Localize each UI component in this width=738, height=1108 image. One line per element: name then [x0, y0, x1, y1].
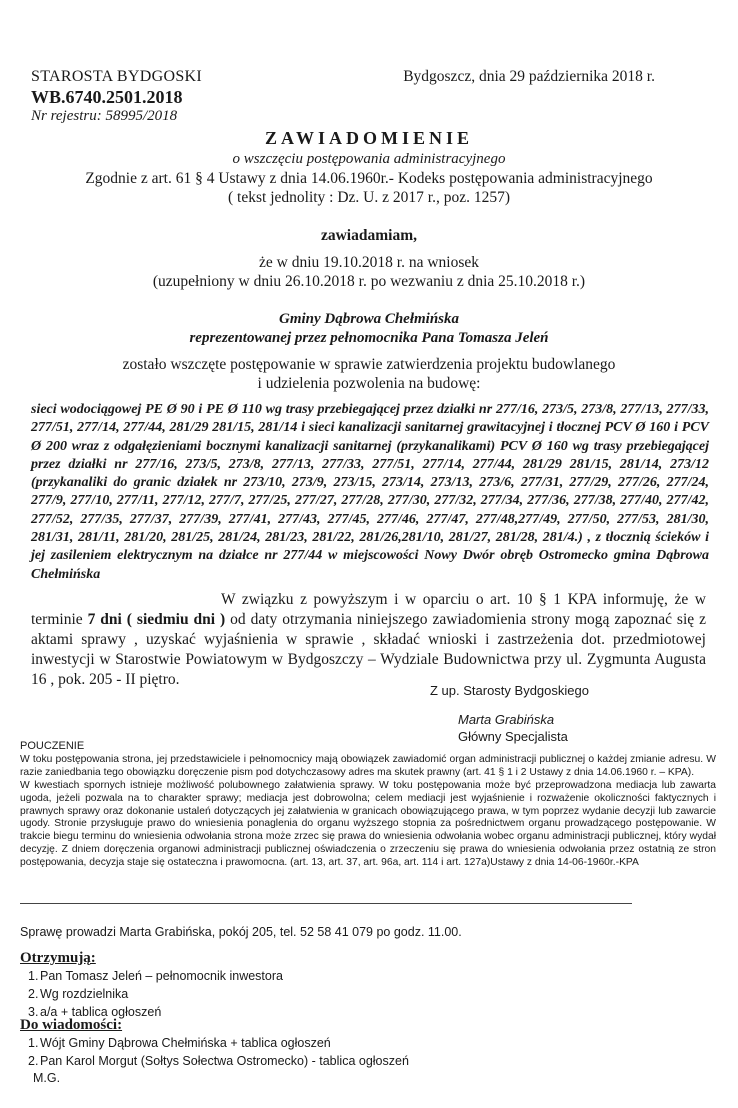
signature-position: Główny Specjalista [458, 729, 568, 744]
case-number: WB.6740.2501.2018 [31, 87, 183, 107]
proceeding-line-1: zostało wszczęte postępowanie w sprawie zatwierdzenia projektu budowlanego [122, 356, 616, 373]
notify-heading: zawiadamiam, [320, 227, 417, 244]
request-date-line: że w dniu 19.10.2018 r. na wniosek [259, 254, 479, 271]
info-text-part-2: od daty otrzymania niniejszego zawiadomienia strony mogą zapoznać się z aktami sprawy , uzyskać wyjaśnienia w sprawie , składać wnioski i zastrzeżenia dot. przedmiotowej inwestycji w Starostwie Powiatowym w Bydgoszczy – Wydziale Budownictwa przy ul. Zygmunta Augusta 16 , pok. 205 - II piętro. [31, 611, 706, 688]
information-paragraph [31, 590, 706, 690]
place-date: Bydgoszcz, dnia 29 października 2018 r. [403, 68, 655, 85]
list-item-text: Pan Karol Morgut (Sołtys Sołectwa Ostromecko) - tablica ogłoszeń [40, 1054, 409, 1068]
author-initials: M.G. [33, 1071, 61, 1085]
list-item-number: 1. [28, 1036, 39, 1050]
info-days: 7 dni ( siedmiu dni ) [87, 611, 226, 628]
issuer-office: STAROSTA BYDGOSKI [31, 68, 203, 85]
list-item [0, 1052, 600, 1070]
case-handler-line: Sprawę prowadzi Marta Grabińska, pokój 205, tel. 52 58 41 079 po godz. 11.00. [20, 925, 462, 939]
issuer-block [31, 68, 202, 125]
applicant-name: Gminy Dąbrowa Chełmińska [278, 311, 460, 327]
signature-name: Marta Grabińska [458, 712, 555, 727]
list-item-number: 3. [28, 1005, 39, 1019]
for-information-heading: Do wiadomości: [20, 1017, 123, 1033]
list-item-text: a/a + tablica ogłoszeń [40, 1005, 162, 1019]
instruction-block [20, 740, 716, 870]
list-item-text: Pan Tomasz Jeleń – pełnomocnik inwestora [40, 969, 283, 983]
list-item-number: 2. [28, 987, 39, 1001]
list-item-number: 2. [28, 1054, 39, 1068]
document-subtitle: o wszczęciu postępowania administracyjnego [232, 151, 506, 167]
instruction-paragraph-1: W toku postępowania strona, jej przedstawiciele i pełnomocnicy mają obowiązek zawiadomić organ administracji publicznej o każdej zmianie adresu. W razie zaniedbania tego obowiązku doręczenie pism pod dotychczasowy adres ma skutek prawny (art. 41 § 1 i 2 Ustawy z dnia 14.06.1960 r. – KPA). [20, 753, 716, 778]
list-item-number: 1. [28, 969, 39, 983]
legal-basis-source: ( tekst jednolity : Dz. U. z 2017 r., poz. 1257) [228, 189, 510, 206]
list-item-text: Wg rozdzielnika [40, 987, 129, 1001]
investment-description: sieci wodociągowej PE Ø 90 i PE Ø 110 wg trasy przebiegającej przez działki nr 277/16, 273/5, 273/8, 277/13, 277/33, 277/51, 277/14, 277/44, 281/29 281/15, 281/14 i sieci kanalizacji sanitarnej grawitacyjnej i tłocznej PCV Ø 160 i PCV Ø 200 wraz z odgałęzieniami bocznymi kanalizacji sanitarnej (przykanalikami) PCV Ø 160 wg trasy przebiegającej przez działki nr 277/16, 273/5, 273/8, 277/13, 277/33, 277/51, 277/14, 277/44, 281/29 281/15, 281/14, 273/12 (przykanaliki do granic działek nr 273/10, 273/9, 273/15, 273/14, 273/13, 273/6, 277/31, 277/29, 277/26, 277/24, 277/9, 277/10, 277/11, 277/12, 277/7, 277/25, 277/27, 277/28, 277/30, 277/32, 277/34, 277/36, 277/38, 277/40, 277/42, 277/52, 277/35, 277/37, 277/39, 277/41, 277/43, 277/45, 277/46, 277/47, 277/48,277/49, 277/50, 277/53, 281/30, 281/31, 281/11, 281/20, 281/25, 281/24, 281/23, 281/22, 281/26,281/10, 281/27, 281/28, 281/4.) , z tłocznią ścieków i jej zasileniem elektrycznym na działce nr 277/44 w miejscowości Nowy Dwór obręb Ostromecko gmina Dąbrowa Chełmińska [31, 402, 709, 582]
list-item [0, 967, 500, 985]
representative-line: reprezentowanej przez pełnomocnika Pana Tomasza Jeleń [189, 330, 549, 346]
for-information-list [0, 1034, 600, 1070]
proceeding-line-2: i udzielenia pozwolenia na budowę: [257, 375, 481, 392]
recipients-heading: Otrzymują: [20, 950, 96, 966]
info-text-part-1: W związku z powyższym i w oparciu o art. 10 § 1 KPA informuję, że w terminie [31, 591, 706, 628]
list-item-text: Wójt Gminy Dąbrowa Chełmińska + tablica ogłoszeń [40, 1036, 331, 1050]
divider-line [20, 903, 632, 904]
list-item [0, 985, 500, 1003]
registry-number: Nr rejestru: 58995/2018 [31, 108, 178, 124]
supplement-line: (uzupełniony w dniu 26.10.2018 r. po wezwaniu z dnia 25.10.2018 r.) [152, 273, 586, 290]
instruction-heading: POUCZENIE [20, 740, 85, 752]
signature-on-behalf: Z up. Starosty Bydgoskiego [430, 683, 589, 698]
document-title: ZAWIADOMIENIE [264, 128, 474, 148]
recipients-list [0, 967, 500, 1021]
legal-basis-line: Zgodnie z art. 61 § 4 Ustawy z dnia 14.06.1960r.- Kodeks postępowania administracyjnego [85, 170, 653, 187]
instruction-paragraph-2: W kwestiach spornych istnieje możliwość polubownego załatwienia sprawy. W toku postępowania może być przeprowadzona mediacja lub zawarta ugoda, jeżeli pozwala na to charakter sprawy; mediacja jest dobrowolna; celem mediacji jest wyjaśnienie i rozważenie okoliczności faktycznych i prawnych sprawy oraz dokonanie ustaleń dotyczących jej załatwienia w granicach obowiązującego prawa, w tym poprzez wydanie decyzji lub zawarcie ugody. Stronie przysługuje prawo do wniesienia ponaglenia do organu wyższego stopnia za pośrednictwem organu prowadzącego postępowanie. W trakcie biegu terminu do wniesienia odwołania strona może zrzec się prawa do wniesienia odwołania wobec organu administracji publicznej, który wydał decyzję. Z dniem doręczenia organowi administracji publicznej oświadczenia o zrzeczeniu się prawa do wniesienia odwołania przez ostatnią ze stron postępowania, decyzja staje się ostateczna i prawomocna. (art. 13, art. 37, art. 96a, art. 114 i art. 127a)Ustawy z dnia 14-06-1960r.-KPA [20, 779, 716, 869]
list-item [0, 1034, 600, 1052]
